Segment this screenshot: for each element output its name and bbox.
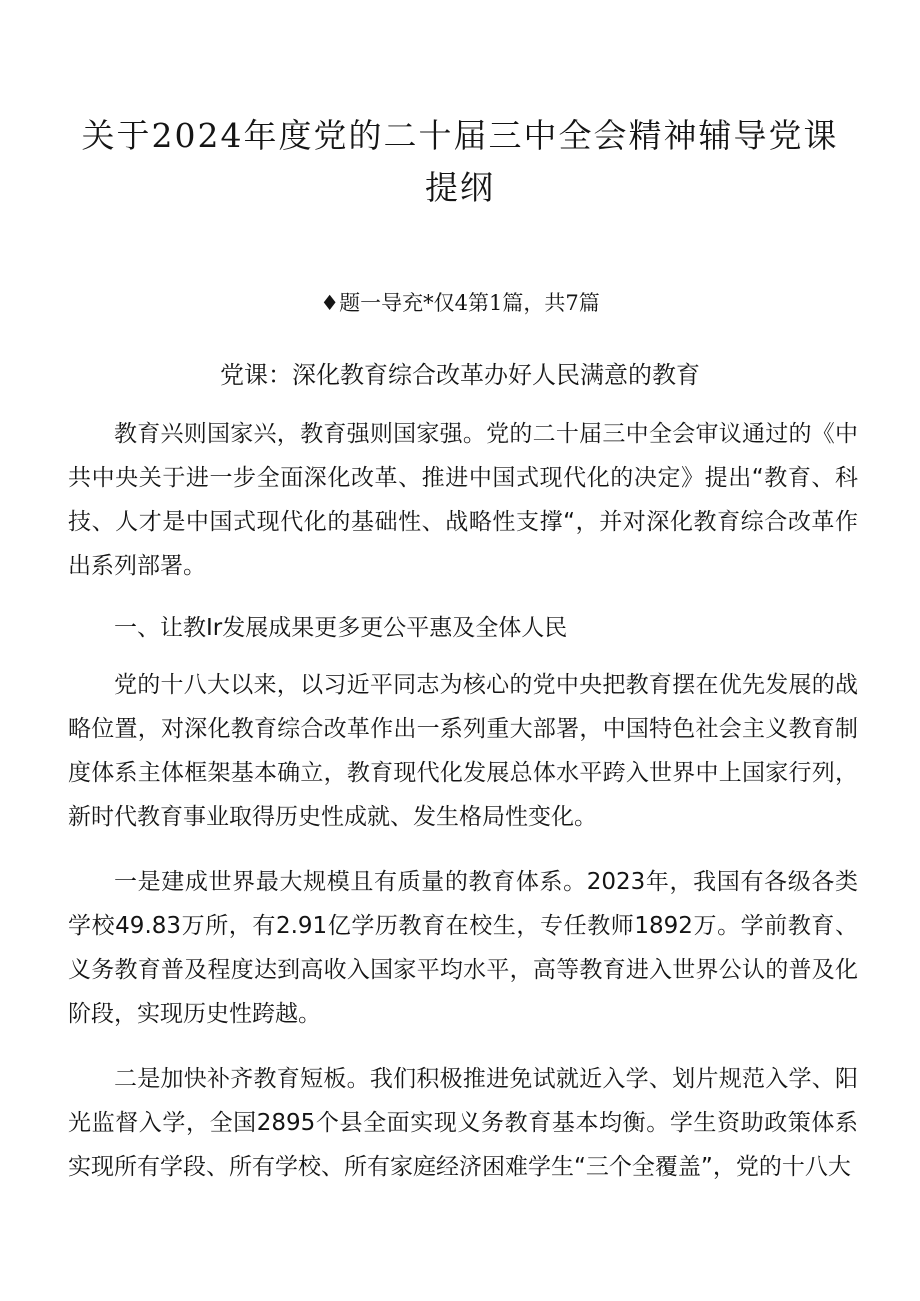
section-title: 党课：深化教育综合改革办好人民满意的教育 bbox=[220, 361, 700, 389]
paragraph-point-one: 一是建成世界最大规模且有质量的教育体系。2023年，我国有各级各类学校49.83万所，有2.91亿学历教育在校生，专任教师1892万。学前教育、义务教育普及程度达到高收入国家平均水平，高等教育进入世界公认的普及化阶段，实现历史性跨越。 bbox=[68, 869, 858, 1027]
paragraph-achievements: 党的十八大以来，以习近平同志为核心的党中央把教育摆在优先发展的战略位置，对深化教育综合改革作出一系列重大部署，中国特色社会主义教育制度体系主体框架基本确立，教育现代化发展总体水平跨入世界中上国家行列，新时代教育事业取得历史性成就、发生格局性变化。 bbox=[68, 672, 858, 830]
paragraph-intro: 教育兴则国家兴，教育强则国家强。党的二十届三中全会审议通过的《中共中央关于进一步全面深化改革、推进中国式现代化的决定》提出“教育、科技、人才是中国式现代化的基础性、战略性支撑“，并对深化教育综合改革作出系列部署。 bbox=[68, 421, 858, 579]
heading-part-one: 一、让教Ir发展成果更多更公平惠及全体人民 bbox=[114, 615, 568, 641]
document-title: 关于2024年度党的二十届三中全会精神辅导党课提纲 bbox=[81, 116, 839, 207]
document-subtitle: ♦题一导充*仅4第1篇，共7篇 bbox=[320, 291, 600, 315]
paragraph-point-two: 二是加快补齐教育短板。我们积极推进免试就近入学、划片规范入学、阳光监督入学，全国2895个县全面实现义务教育基本均衡。学生资助政策体系实现所有学段、所有学校、所有家庭经济困难学生“三个全覆盖”，党的十八大 bbox=[68, 1066, 858, 1180]
